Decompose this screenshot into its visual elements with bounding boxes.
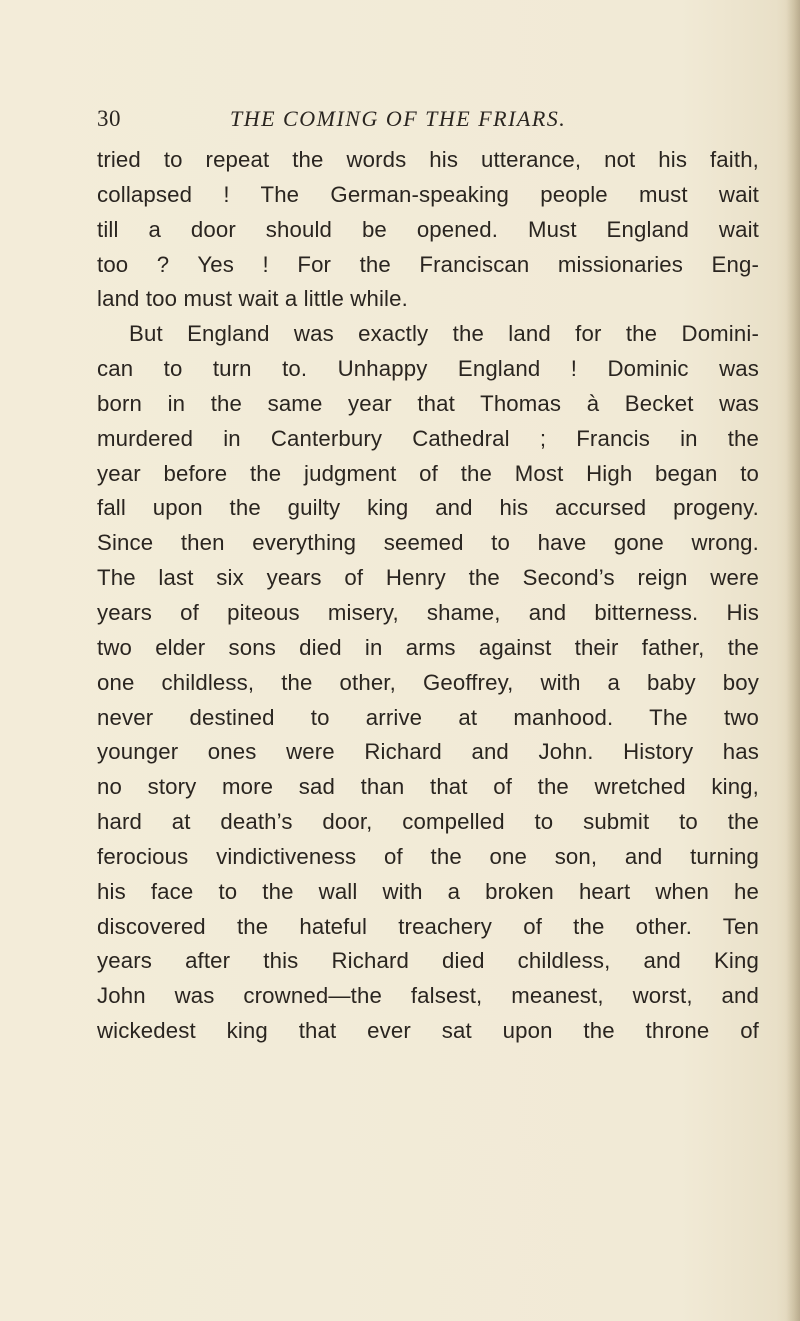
text-line: The last six years of Henry the Second’s reign were <box>97 565 759 591</box>
text-line: years after this Richard died childless, and King <box>97 948 759 974</box>
text-line: too ? Yes ! For the Franciscan missionaries Eng- <box>97 251 759 277</box>
text-line: one childless, the other, Geoffrey, with a baby boy <box>97 669 759 695</box>
text-line: land too must wait a little while. <box>97 286 408 312</box>
text-line: discovered the hateful treachery of the other. Ten <box>97 913 759 939</box>
text-line: his face to the wall with a broken heart when he <box>97 878 759 904</box>
text-line: But England was exactly the land for the Domini- <box>129 321 759 347</box>
text-line: fall upon the guilty king and his accursed progeny. <box>97 495 759 521</box>
text-line: collapsed ! The German-speaking people must wait <box>97 181 759 207</box>
running-head <box>97 106 757 136</box>
body-text <box>97 143 759 1049</box>
page-edge-shadow <box>786 0 800 1321</box>
text-line: no story more sad than that of the wretched king, <box>97 774 759 800</box>
text-line: wickedest king that ever sat upon the throne of <box>97 1018 759 1044</box>
text-line: year before the judgment of the Most High began to <box>97 460 759 486</box>
text-line: John was crowned—the falsest, meanest, worst, and <box>97 983 759 1009</box>
text-line: born in the same year that Thomas à Becket was <box>97 390 759 416</box>
running-title: THE COMING OF THE FRIARS. <box>230 106 567 131</box>
text-line: never destined to arrive at manhood. The two <box>97 704 759 730</box>
text-line: till a door should be opened. Must England wait <box>97 216 759 242</box>
text-line: ferocious vindictiveness of the one son, and turning <box>97 843 759 869</box>
text-line: Since then everything seemed to have gone wrong. <box>97 530 759 556</box>
text-line: years of piteous misery, shame, and bitterness. His <box>97 599 759 625</box>
text-line: two elder sons died in arms against their father, the <box>97 634 759 660</box>
text-line: tried to repeat the words his utterance, not his faith, <box>97 147 759 172</box>
text-line: can to turn to. Unhappy England ! Dominic was <box>97 356 759 382</box>
text-line: murdered in Canterbury Cathedral ; Francis in the <box>97 425 759 451</box>
text-line: hard at death’s door, compelled to submit to the <box>97 809 759 835</box>
page-number: 30 <box>97 106 121 131</box>
text-line: younger ones were Richard and John. History has <box>97 739 759 765</box>
